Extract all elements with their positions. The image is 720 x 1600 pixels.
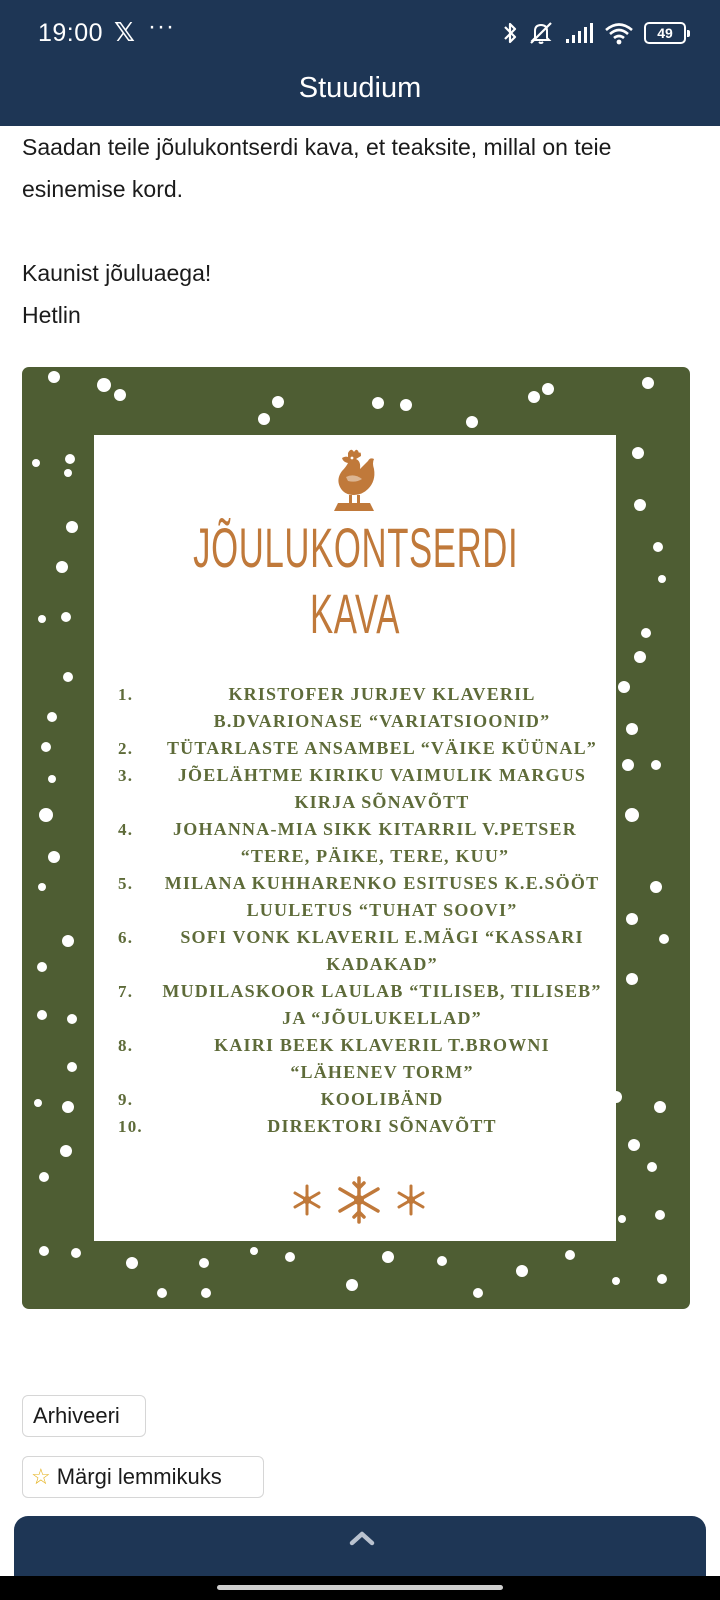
status-bar xyxy=(0,0,720,66)
program-item-text: DIREKTORI SÕNAVÕTT xyxy=(267,1116,497,1136)
program-item xyxy=(118,924,606,978)
program-item-number: 10. xyxy=(118,1117,143,1136)
program-title-line1: JÕULUKONTSERDI xyxy=(193,516,519,579)
program-item-number: 1. xyxy=(118,685,134,704)
message-text: Saadan teile jõulukontserdi kava, et teaksite, millal on teie esinemise kord. xyxy=(22,134,612,202)
wifi-icon xyxy=(604,21,634,45)
program-item xyxy=(118,1113,606,1140)
system-nav-bar xyxy=(0,1576,720,1600)
top-bar xyxy=(0,0,720,126)
concert-program-image[interactable] xyxy=(22,367,690,1309)
page-title: Stuudium xyxy=(298,72,422,104)
program-item-number: 7. xyxy=(118,982,134,1001)
mute-icon xyxy=(528,20,554,46)
program-item-text: SOFI VONK KLAVERIL E.MÄGI “KASSARI KADAKAD” xyxy=(180,927,584,974)
program-item-number: 6. xyxy=(118,928,134,947)
program-item-number: 5. xyxy=(118,874,134,893)
program-item-text: MILANA KUHHARENKO ESITUSES K.E.SÖÖT LUULETUS “TUHAT SOOVI” xyxy=(164,873,600,920)
snowflake-icon xyxy=(394,1183,428,1217)
message-signature: Hetlin xyxy=(22,302,81,328)
program-item-text: TÜTARLASTE ANSAMBEL “VÄIKE KÜÜNAL” xyxy=(166,738,598,758)
bottom-drawer-handle[interactable] xyxy=(14,1516,706,1576)
program-item-text: MUDILASKOOR LAULAB “TILISEB, TILISEB” JA “JÕULUKELLAD” xyxy=(162,981,602,1028)
program-item xyxy=(118,1086,606,1113)
program-item-text: KOOLIBÄND xyxy=(320,1089,444,1109)
program-item-text: JÕELÄHTME KIRIKU VAIMULIK MARGUS KIRJA SÕNAVÕTT xyxy=(177,765,587,812)
program-item xyxy=(118,978,606,1032)
snowflake-icon xyxy=(290,1183,324,1217)
program-title-line2: KAVA xyxy=(310,582,400,645)
program-item xyxy=(118,762,606,816)
program-item-number: 4. xyxy=(118,820,134,839)
program-item-text: JOHANNA-MIA SIKK KITARRIL V.PETSER “TERE, PÄIKE, TERE, KUU” xyxy=(173,819,577,866)
snowflake-decoration xyxy=(290,1175,428,1225)
program-item-number: 3. xyxy=(118,766,134,785)
program-item xyxy=(118,816,606,870)
program-item xyxy=(118,681,606,735)
message-greeting: Kaunist jõuluaega! xyxy=(22,260,212,286)
bluetooth-icon xyxy=(502,20,518,46)
star-icon: ☆ xyxy=(31,1464,51,1489)
program-item-number: 8. xyxy=(118,1036,134,1055)
program-title xyxy=(94,515,616,647)
program-item-number: 2. xyxy=(118,739,134,758)
snowflake-icon xyxy=(334,1175,384,1225)
rooster-icon xyxy=(330,447,378,513)
favorite-button-label: Märgi lemmikuks xyxy=(56,1464,222,1489)
archive-button[interactable]: Arhiveeri xyxy=(22,1395,146,1437)
signal-icon xyxy=(564,22,594,44)
home-gesture-bar[interactable] xyxy=(217,1585,503,1590)
program-item-text: KRISTOFER JURJEV KLAVERIL B.DVARIONASE “VARIATSIOONID” xyxy=(213,684,551,731)
program-card xyxy=(94,435,616,1241)
program-item xyxy=(118,1032,606,1086)
status-time: 19:00 xyxy=(38,19,104,47)
favorite-button[interactable] xyxy=(22,1456,264,1498)
message-body xyxy=(22,126,682,336)
program-item-text: KAIRI BEEK KLAVERIL T.BROWNI “LÄHENEV TORM” xyxy=(214,1035,550,1082)
program-item-number: 9. xyxy=(118,1090,134,1109)
status-icons xyxy=(502,18,686,48)
program-item xyxy=(118,870,606,924)
chevron-up-icon xyxy=(347,1526,377,1550)
more-notifications-icon: ··· xyxy=(148,13,175,40)
battery-icon: 49 xyxy=(644,22,686,44)
program-list xyxy=(118,681,606,1140)
x-app-icon: 𝕏 xyxy=(114,17,135,47)
message-spacer xyxy=(22,210,682,252)
program-item xyxy=(118,735,606,762)
